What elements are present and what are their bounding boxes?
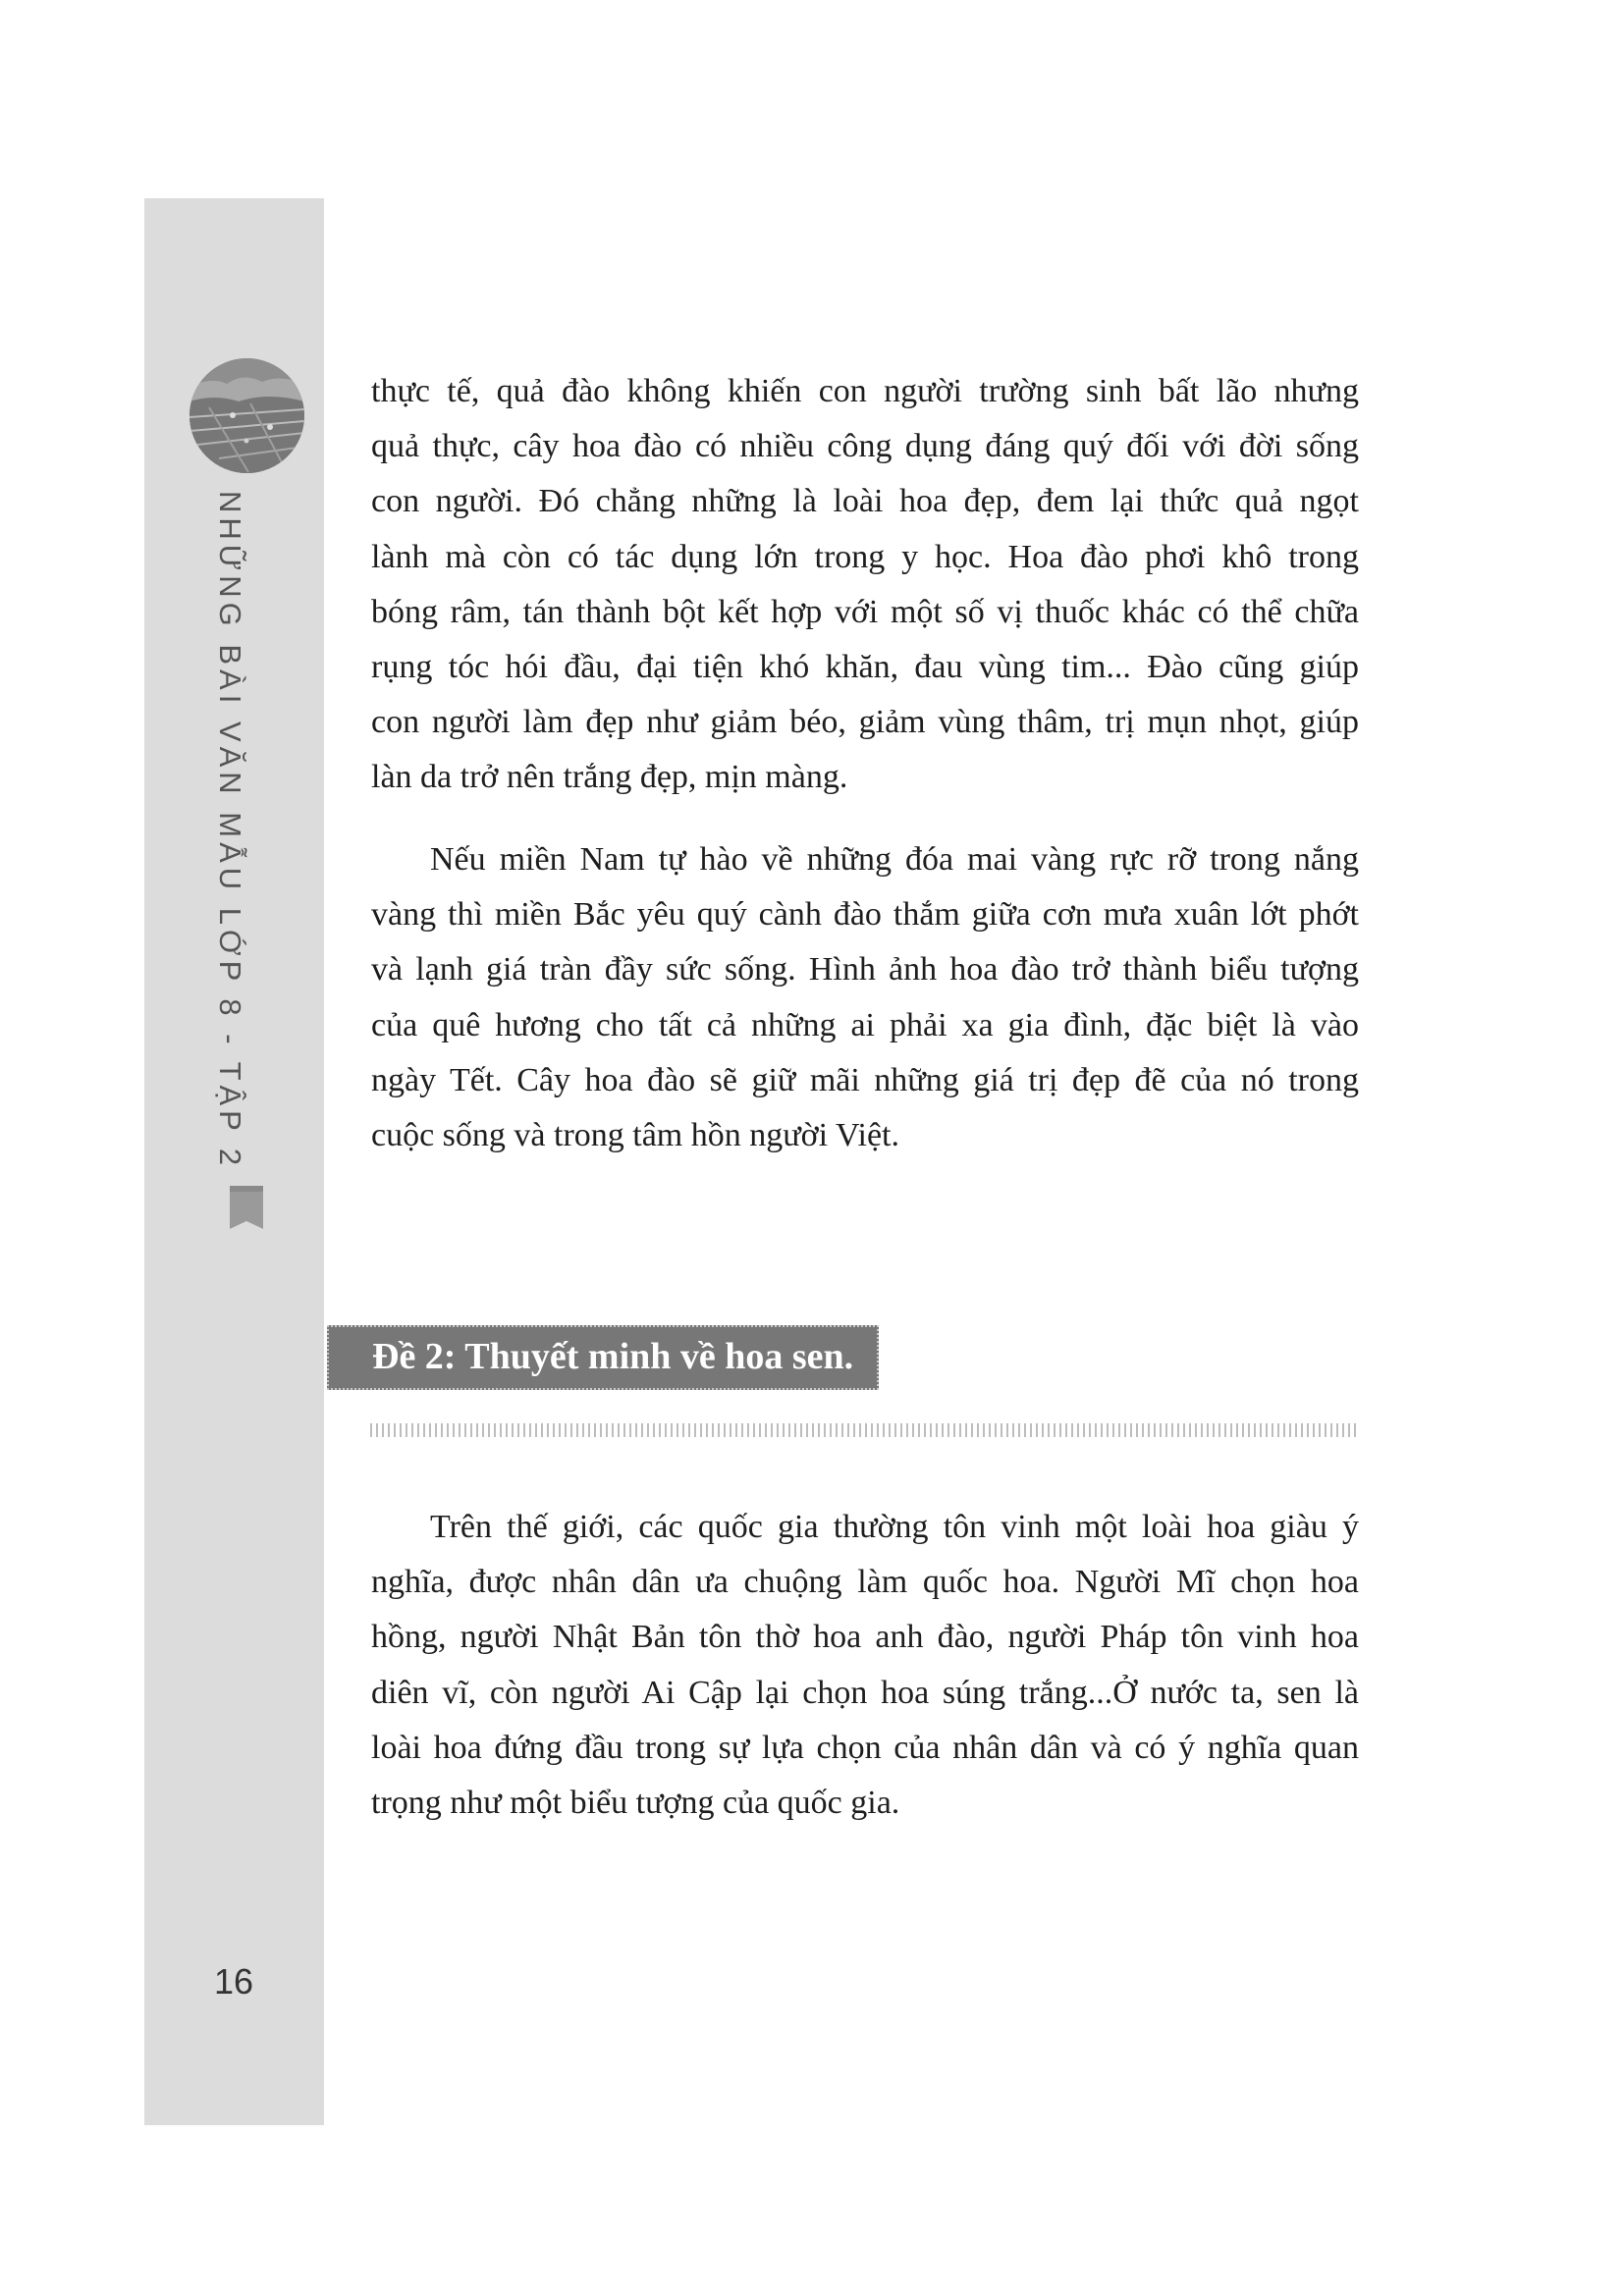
text-line: diên vĩ, còn người Ai Cập lại chọn hoa súng trắng...Ở nước ta, sen là: [371, 1674, 1359, 1711]
dashed-divider: [370, 1423, 1359, 1437]
paragraph-peach-blossom-conclusion: [371, 832, 1359, 1163]
text-line: bóng râm, tán thành bột kết hợp với một số vị thuốc khác có thể chữa: [371, 593, 1359, 630]
text-line: quả thực, cây hoa đào có nhiều công dụng đáng quý đối với đời sống: [371, 428, 1359, 465]
text-line: vàng thì miền Bắc yêu quý cành đào thắm giữa cơn mưa xuân lớt phớt: [371, 896, 1359, 934]
text-line: loài hoa đứng đầu trong sự lựa chọn của nhân dân và có ý nghĩa quan: [371, 1729, 1359, 1766]
text-line: trọng như một biểu tượng của quốc gia.: [371, 1785, 900, 1822]
bookmark-icon: [230, 1186, 263, 1229]
text-line: hồng, người Nhật Bản tôn thờ hoa anh đào, người Pháp tôn vinh hoa: [371, 1619, 1359, 1656]
paragraph-continuation: [371, 364, 1359, 806]
text-line: làn da trở nên trắng đẹp, mịn màng.: [371, 759, 848, 796]
text-line: con người. Đó chẳng những là loài hoa đẹp, đem lại thức quả ngọt: [371, 483, 1359, 520]
text-line: và lạnh giá tràn đầy sức sống. Hình ảnh hoa đào trở thành biểu tượng: [371, 951, 1359, 988]
text-line: con người làm đẹp như giảm béo, giảm vùng thâm, trị mụn nhọt, giúp: [371, 704, 1359, 741]
section-heading-box: [327, 1325, 879, 1390]
text-line: rụng tóc hói đầu, đại tiện khó khăn, đau vùng tim... Đào cũng giúp: [371, 649, 1359, 686]
text-line: nghĩa, được nhân dân ưa chuộng làm quốc hoa. Người Mĩ chọn hoa: [371, 1564, 1359, 1601]
text-line: lành mà còn có tác dụng lớn trong y học. Hoa đào phơi khô trong: [371, 538, 1359, 575]
text-line: thực tế, quả đào không khiến con người trường sinh bất lão nhưng: [371, 373, 1359, 409]
page-number: 16: [214, 1961, 254, 2002]
text-line: của quê hương cho tất cả những ai phải xa gia đình, đặc biệt là vào: [371, 1006, 1359, 1043]
text-line: Nếu miền Nam tự hào về những đóa mai vàng rực rỡ trong nắng: [430, 841, 1359, 878]
text-line: cuộc sống và trong tâm hồn người Việt.: [371, 1117, 899, 1154]
text-line: Trên thế giới, các quốc gia thường tôn vinh một loài hoa giàu ý: [430, 1509, 1359, 1545]
text-line: ngày Tết. Cây hoa đào sẽ giữ mãi những giá trị đẹp đẽ của nó trong: [371, 1061, 1359, 1098]
vertical-book-title: NHỮNG BÀI VĂN MẪU LỚP 8 - TẬP 2: [213, 491, 247, 1171]
section-heading: Đề 2: Thuyết minh về hoa sen.: [372, 1336, 854, 1377]
paragraph-lotus-intro: [371, 1500, 1359, 1831]
landscape-emblem-icon: [189, 358, 304, 473]
